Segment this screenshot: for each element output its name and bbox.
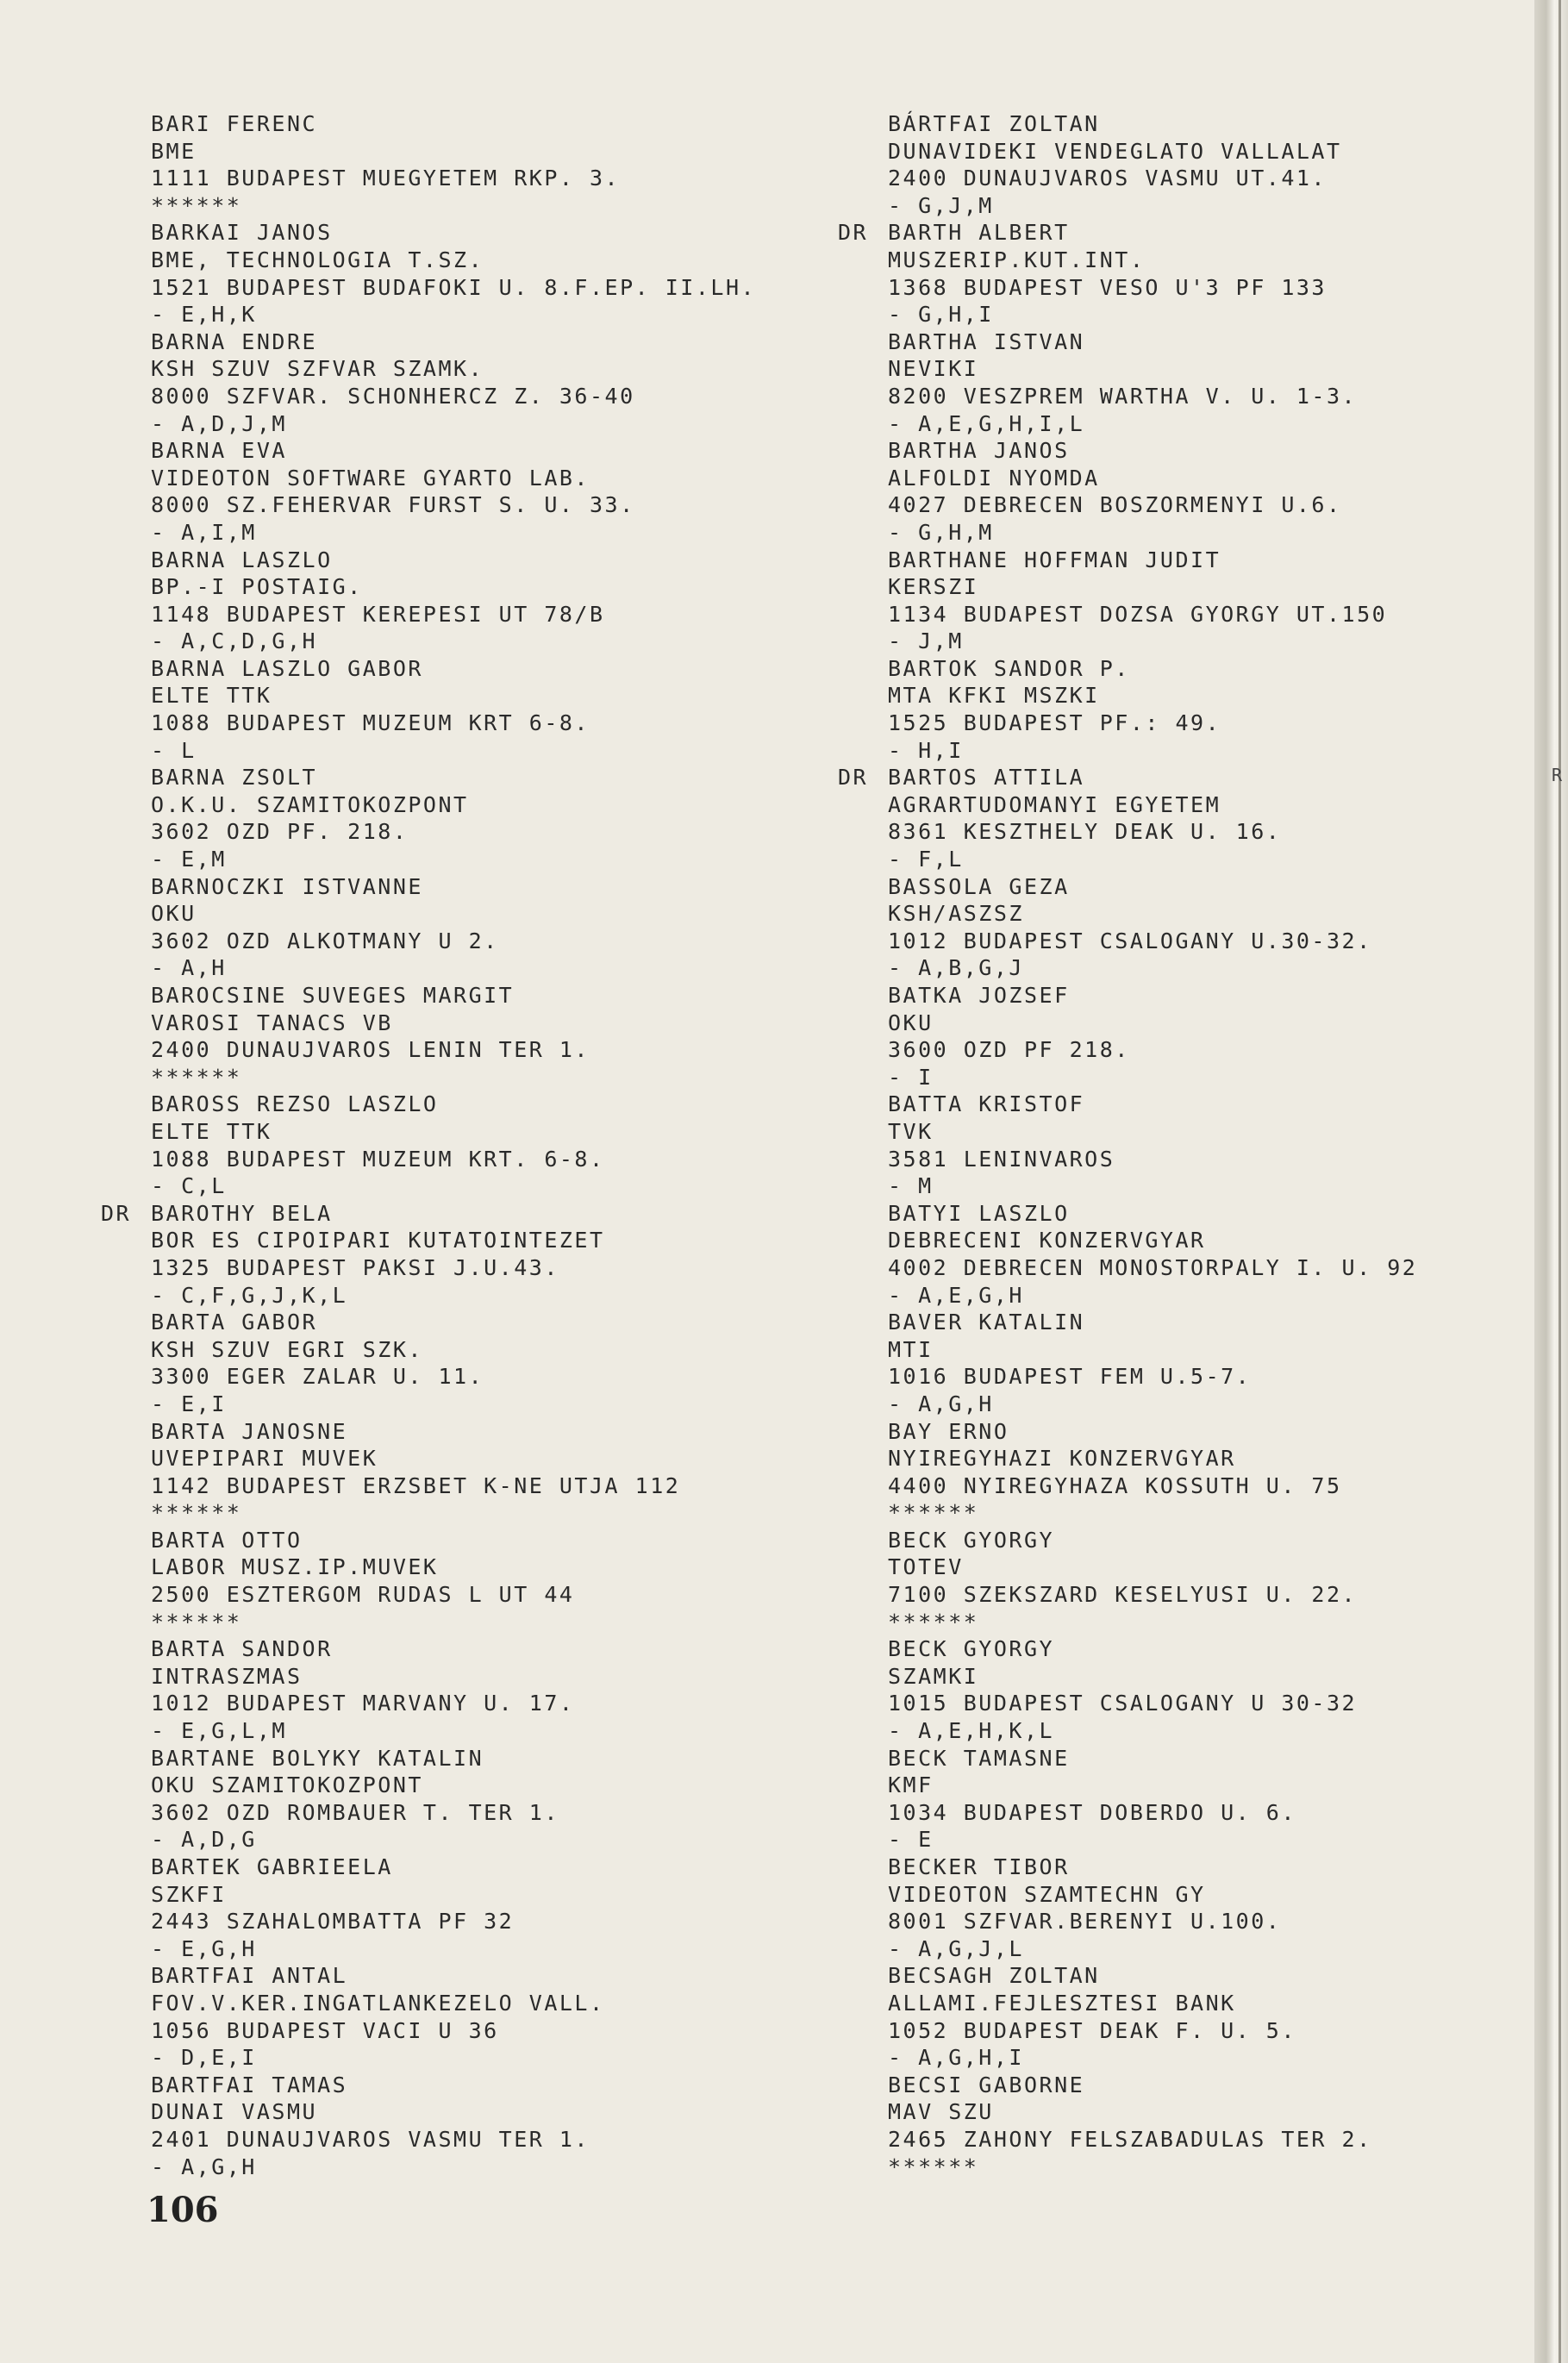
directory-entry xyxy=(888,1962,1526,2071)
entry-codes: - A,G,H,I xyxy=(888,2045,1024,2071)
directory-entry xyxy=(151,1962,858,2071)
entry-codes: - G,H,M xyxy=(888,519,994,545)
entry-address: 2400 DUNAUJVAROS VASMU UT.41. xyxy=(888,166,1327,191)
entry-address: 2400 DUNAUJVAROS LENIN TER 1. xyxy=(151,1037,590,1063)
directory-entry xyxy=(888,1418,1526,1527)
entry-name: BAROCSINE SUVEGES MARGIT xyxy=(151,983,515,1008)
entry-institution: AGRARTUDOMANYI EGYETEM xyxy=(888,791,1221,817)
entry-name: BARI FERENC xyxy=(151,111,318,136)
entry-address: 1012 BUDAPEST CSALOGANY U.30-32. xyxy=(888,928,1372,953)
entry-name: BARTHA ISTVAN xyxy=(888,328,1085,354)
entry-codes: - E,G,H xyxy=(151,1935,257,1961)
directory-entry xyxy=(101,1200,858,1309)
entry-institution: BME xyxy=(151,138,197,164)
directory-entry xyxy=(888,1635,1526,1744)
directory-entry xyxy=(151,2072,858,2180)
entry-name: BECK GYORGY xyxy=(888,1527,1055,1553)
entry-name: BAROSS REZSO LASZLO xyxy=(151,1091,439,1117)
entry-institution: MUSZERIP.KUT.INT. xyxy=(888,247,1146,272)
entry-address: 8000 SZFVAR. SCHONHERCZ Z. 36-40 xyxy=(151,383,635,409)
entry-institution: MTA KFKI MSZKI xyxy=(888,683,1100,709)
entry-address: 2443 SZAHALOMBATTA PF 32 xyxy=(151,1909,515,1935)
entry-address: 8361 KESZTHELY DEAK U. 16. xyxy=(888,819,1282,845)
entry-name: BECK GYORGY xyxy=(888,1636,1055,1662)
entry-name: BARTOS ATTILA xyxy=(888,765,1085,791)
entry-codes: - E,I xyxy=(151,1391,227,1416)
entry-codes: - G,H,I xyxy=(888,302,994,328)
directory-entry xyxy=(151,547,858,655)
entry-institution: BME, TECHNOLOGIA T.SZ. xyxy=(151,247,484,272)
directory-entry xyxy=(888,2072,1526,2180)
entry-address: 3300 EGER ZALAR U. 11. xyxy=(151,1364,484,1390)
entry-address: 4002 DEBRECEN MONOSTORPALY I. U. 92 xyxy=(888,1254,1418,1280)
entry-address: 1521 BUDAPEST BUDAFOKI U. 8.F.EP. II.LH. xyxy=(151,274,757,300)
entry-institution: SZKFI xyxy=(151,1881,227,1907)
entry-address: 3602 OZD PF. 218. xyxy=(151,819,409,845)
entry-name: BAVER KATALIN xyxy=(888,1310,1085,1335)
entry-name: BARNA LASZLO GABOR xyxy=(151,655,423,681)
entry-institution: OKU xyxy=(888,1010,934,1035)
entry-institution: O.K.U. SZAMITOKOZPONT xyxy=(151,791,469,817)
entry-name: BARNA EVA xyxy=(151,438,287,464)
entry-name: BARTA GABOR xyxy=(151,1310,318,1335)
entry-address: 1056 BUDAPEST VACI U 36 xyxy=(151,2017,499,2043)
entry-institution: DUNAI VASMU xyxy=(151,2099,318,2125)
entry-address: 1525 BUDAPEST PF.: 49. xyxy=(888,710,1221,736)
entry-institution: NEVIKI xyxy=(888,356,979,382)
directory-entry xyxy=(151,1091,858,1199)
entry-institution: MAV SZU xyxy=(888,2099,994,2125)
entry-codes: - E,M xyxy=(151,847,227,872)
page-edge-line xyxy=(1559,0,1561,2363)
directory-entry xyxy=(151,873,858,982)
directory-column-right xyxy=(838,110,1526,2180)
entry-institution: OKU xyxy=(151,901,197,927)
entry-institution: ALFOLDI NYOMDA xyxy=(888,465,1100,491)
entry-institution: MTI xyxy=(888,1336,934,1362)
entry-institution: BOR ES CIPOIPARI KUTATOINTEZET xyxy=(151,1228,605,1253)
entry-institution: VIDEOTON SOFTWARE GYARTO LAB. xyxy=(151,465,590,491)
entry-institution: SZAMKI xyxy=(888,1663,979,1689)
entry-address: 1015 BUDAPEST CSALOGANY U 30-32 xyxy=(888,1691,1358,1716)
directory-entry xyxy=(151,110,858,219)
entry-institution: FOV.V.KER.INGATLANKEZELO VALL. xyxy=(151,1990,605,2016)
entry-address: 8000 SZ.FEHERVAR FURST S. U. 33. xyxy=(151,492,635,518)
entry-institution: KERSZI xyxy=(888,574,979,600)
entry-name: BARTA SANDOR xyxy=(151,1636,333,1662)
page-number: 106 xyxy=(147,2190,219,2230)
page-edge-shadow xyxy=(1534,0,1568,2363)
entry-address: 1052 BUDAPEST DEAK F. U. 5. xyxy=(888,2017,1296,2043)
entry-address: 1134 BUDAPEST DOZSA GYORGY UT.150 xyxy=(888,601,1388,627)
entry-name: BARTA OTTO xyxy=(151,1527,303,1553)
entry-address: 1088 BUDAPEST MUZEUM KRT. 6-8. xyxy=(151,1146,605,1172)
entry-codes: - C,L xyxy=(151,1173,227,1199)
entry-name: BARTA JANOSNE xyxy=(151,1418,348,1444)
entry-institution: NYIREGYHAZI KONZERVGYAR xyxy=(888,1446,1236,1472)
entry-name: BÁRTFAI ZOLTAN xyxy=(888,111,1100,136)
entry-name: BAROTHY BELA xyxy=(151,1200,333,1226)
directory-entry xyxy=(888,873,1526,982)
entry-institution: LABOR MUSZ.IP.MUVEK xyxy=(151,1554,439,1580)
entry-address: 2401 DUNAUJVAROS VASMU TER 1. xyxy=(151,2126,590,2152)
entry-codes: ****** xyxy=(888,1500,979,1526)
entry-name: BECSAGH ZOLTAN xyxy=(888,1963,1100,1989)
entry-address: 1034 BUDAPEST DOBERDO U. 6. xyxy=(888,1799,1296,1825)
edge-mark: R xyxy=(1552,765,1563,785)
entry-codes: - D,E,I xyxy=(151,2045,257,2071)
entry-codes: - M xyxy=(888,1173,934,1199)
directory-entry xyxy=(151,437,858,546)
directory-entry xyxy=(838,219,1526,328)
entry-name: BARTH ALBERT xyxy=(888,220,1070,246)
entry-name: BASSOLA GEZA xyxy=(888,873,1070,899)
entry-institution: BP.-I POSTAIG. xyxy=(151,574,363,600)
entry-address: 3602 OZD ALKOTMANY U 2. xyxy=(151,928,499,953)
entry-name: BARNA LASZLO xyxy=(151,547,333,572)
entry-name: BECK TAMASNE xyxy=(888,1745,1070,1771)
entry-address: 7100 SZEKSZARD KESELYUSI U. 22. xyxy=(888,1582,1358,1608)
entry-address: 1012 BUDAPEST MARVANY U. 17. xyxy=(151,1691,575,1716)
entry-address: 1325 BUDAPEST PAKSI J.U.43. xyxy=(151,1254,559,1280)
directory-entry xyxy=(888,547,1526,655)
entry-institution: DEBRECENI KONZERVGYAR xyxy=(888,1228,1206,1253)
entry-name: BARTFAI ANTAL xyxy=(151,1963,348,1989)
entry-codes: - A,D,G xyxy=(151,1827,257,1853)
entry-codes: - E xyxy=(888,1827,934,1853)
entry-codes: - C,F,G,J,K,L xyxy=(151,1282,348,1308)
directory-entry xyxy=(151,764,858,872)
entry-institution: ELTE TTK xyxy=(151,1118,272,1144)
title-prefix: DR xyxy=(838,220,869,246)
entry-address: 3600 OZD PF 218. xyxy=(888,1037,1130,1063)
entry-codes: - A,B,G,J xyxy=(888,955,1024,981)
entry-address: 1148 BUDAPEST KEREPESI UT 78/B xyxy=(151,601,605,627)
entry-address: 1111 BUDAPEST MUEGYETEM RKP. 3. xyxy=(151,166,621,191)
entry-institution: KMF xyxy=(888,1772,934,1798)
entry-codes: - E,G,L,M xyxy=(151,1718,287,1744)
entry-address: 2465 ZAHONY FELSZABADULAS TER 2. xyxy=(888,2126,1372,2152)
entry-codes: ****** xyxy=(151,1500,242,1526)
entry-address: 8001 SZFVAR.BERENYI U.100. xyxy=(888,1909,1282,1935)
entry-codes: ****** xyxy=(151,1064,242,1090)
entry-codes: - I xyxy=(888,1064,934,1090)
entry-codes: - J,M xyxy=(888,628,964,654)
directory-entry xyxy=(888,1200,1526,1309)
entry-codes: - A,G,J,L xyxy=(888,1935,1024,1961)
directory-entry xyxy=(151,982,858,1091)
directory-column-left xyxy=(101,110,858,2180)
entry-codes: - F,L xyxy=(888,847,964,872)
entry-name: BARTHA JANOS xyxy=(888,438,1070,464)
directory-entry xyxy=(888,328,1526,437)
entry-name: BARTFAI TAMAS xyxy=(151,2072,348,2097)
directory-entry xyxy=(888,1527,1526,1635)
entry-institution: TVK xyxy=(888,1118,934,1144)
entry-codes: - A,E,G,H,I,L xyxy=(888,410,1085,436)
entry-name: BARTANE BOLYKY KATALIN xyxy=(151,1745,484,1771)
entry-institution: TOTEV xyxy=(888,1554,964,1580)
directory-entry xyxy=(151,1854,858,1962)
directory-entry xyxy=(151,1418,858,1527)
entry-codes: - A,D,J,M xyxy=(151,410,287,436)
entry-name: BARKAI JANOS xyxy=(151,220,333,246)
directory-entry xyxy=(888,437,1526,546)
entry-codes: - A,E,G,H xyxy=(888,1282,1024,1308)
directory-entry xyxy=(151,328,858,437)
entry-codes: - A,E,H,K,L xyxy=(888,1718,1055,1744)
directory-entry xyxy=(151,219,858,328)
entry-name: BATKA JOZSEF xyxy=(888,983,1070,1008)
entry-institution: KSH SZUV SZFVAR SZAMK. xyxy=(151,356,484,382)
directory-entry xyxy=(151,1309,858,1417)
entry-codes: ****** xyxy=(888,1609,979,1635)
directory-entry xyxy=(888,655,1526,764)
entry-name: BECKER TIBOR xyxy=(888,1854,1070,1879)
entry-codes: - A,G,H xyxy=(151,2154,257,2179)
entry-name: BARNA ZSOLT xyxy=(151,765,318,791)
directory-entry xyxy=(888,1854,1526,1962)
entry-address: 2500 ESZTERGOM RUDAS L UT 44 xyxy=(151,1582,575,1608)
entry-address: 1368 BUDAPEST VESO U'3 PF 133 xyxy=(888,274,1327,300)
entry-institution: ELTE TTK xyxy=(151,683,272,709)
directory-entry xyxy=(151,1635,858,1744)
entry-name: BARTOK SANDOR P. xyxy=(888,655,1130,681)
directory-entry xyxy=(151,655,858,764)
directory-entry xyxy=(888,982,1526,1091)
entry-institution: VIDEOTON SZAMTECHN GY xyxy=(888,1881,1206,1907)
entry-institution: KSH SZUV EGRI SZK. xyxy=(151,1336,423,1362)
directory-entry xyxy=(151,1745,858,1854)
entry-address: 1142 BUDAPEST ERZSBET K-NE UTJA 112 xyxy=(151,1472,681,1498)
entry-institution: DUNAVIDEKI VENDEGLATO VALLALAT xyxy=(888,138,1342,164)
entry-address: 1088 BUDAPEST MUZEUM KRT 6-8. xyxy=(151,710,590,736)
entry-institution: KSH/ASZSZ xyxy=(888,901,1024,927)
entry-codes: ****** xyxy=(888,2154,979,2179)
entry-name: BAY ERNO xyxy=(888,1418,1009,1444)
directory-entry xyxy=(888,1309,1526,1417)
directory-entry xyxy=(888,110,1526,219)
entry-institution: ALLAMI.FEJLESZTESI BANK xyxy=(888,1990,1236,2016)
entry-address: 4027 DEBRECEN BOSZORMENYI U.6. xyxy=(888,492,1342,518)
entry-codes: ****** xyxy=(151,192,242,218)
entry-institution: INTRASZMAS xyxy=(151,1663,303,1689)
entry-institution: UVEPIPARI MUVEK xyxy=(151,1446,378,1472)
entry-name: BARTEK GABRIEELA xyxy=(151,1854,393,1879)
entry-address: 3581 LENINVAROS xyxy=(888,1146,1115,1172)
entry-name: BATTA KRISTOF xyxy=(888,1091,1085,1117)
entry-institution: OKU SZAMITOKOZPONT xyxy=(151,1772,423,1798)
entry-codes: - A,H xyxy=(151,955,227,981)
entry-codes: - E,H,K xyxy=(151,302,257,328)
entry-institution: VAROSI TANACS VB xyxy=(151,1010,393,1035)
entry-address: 4400 NYIREGYHAZA KOSSUTH U. 75 xyxy=(888,1472,1342,1498)
entry-name: BARTHANE HOFFMAN JUDIT xyxy=(888,547,1221,572)
entry-codes: - A,C,D,G,H xyxy=(151,628,318,654)
entry-codes: - G,J,M xyxy=(888,192,994,218)
entry-codes: - L xyxy=(151,737,197,763)
directory-entry xyxy=(838,764,1526,872)
entry-codes: - H,I xyxy=(888,737,964,763)
entry-name: BECSI GABORNE xyxy=(888,2072,1085,2097)
entry-codes: - A,I,M xyxy=(151,519,257,545)
directory-entry xyxy=(888,1091,1526,1199)
entry-address: 8200 VESZPREM WARTHA V. U. 1-3. xyxy=(888,383,1358,409)
directory-entry xyxy=(888,1745,1526,1854)
directory-entry xyxy=(151,1527,858,1635)
title-prefix: DR xyxy=(101,1200,132,1226)
entry-address: 1016 BUDAPEST FEM U.5-7. xyxy=(888,1364,1252,1390)
entry-codes: - A,G,H xyxy=(888,1391,994,1416)
entry-address: 3602 OZD ROMBAUER T. TER 1. xyxy=(151,1799,559,1825)
entry-name: BARNA ENDRE xyxy=(151,328,318,354)
entry-name: BATYI LASZLO xyxy=(888,1200,1070,1226)
entry-codes: ****** xyxy=(151,1609,242,1635)
title-prefix: DR xyxy=(838,765,869,791)
entry-name: BARNOCZKI ISTVANNE xyxy=(151,873,423,899)
